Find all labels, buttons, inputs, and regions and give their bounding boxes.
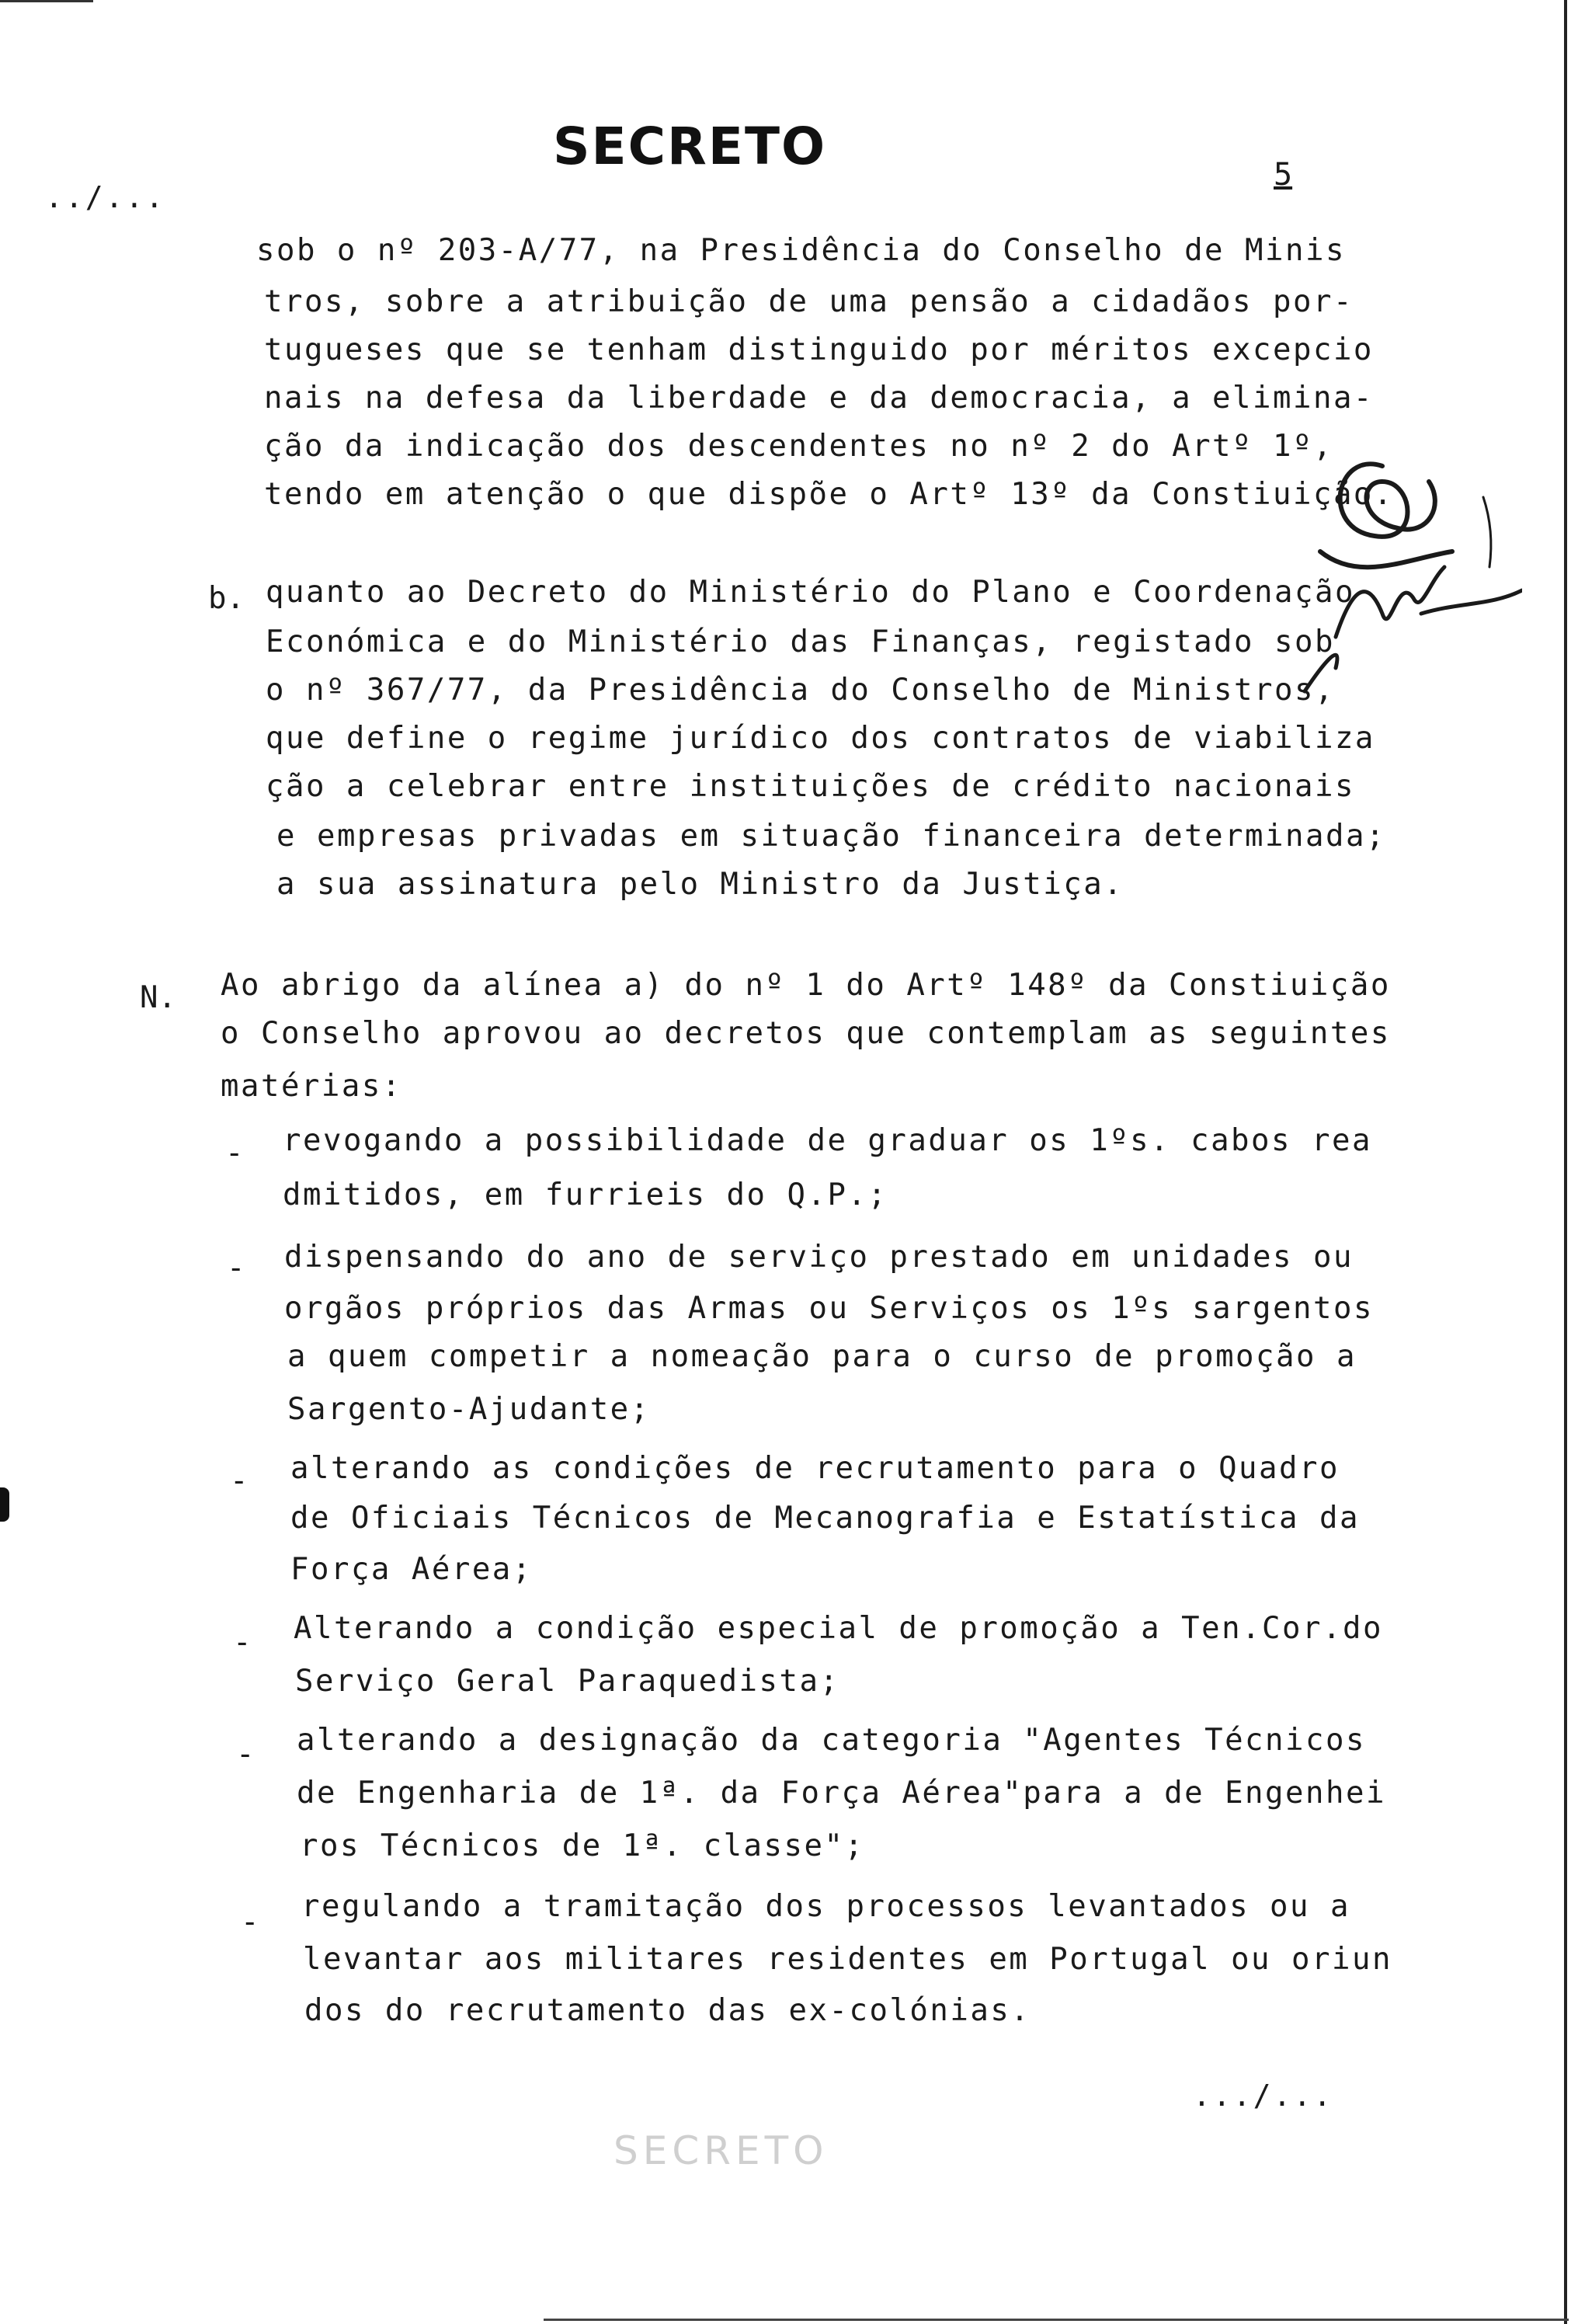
bullet-dash: - [233, 1625, 252, 1660]
text-line: dmitidos, em furrieis do Q.P.; [283, 1178, 888, 1212]
text-line: revogando a possibilidade de graduar os 1ºs. cabos rea [283, 1123, 1372, 1158]
item-b-label: b. [208, 581, 245, 616]
text-line: de Engenharia de 1ª. da Força Aérea"para a de Engenhei [297, 1776, 1386, 1811]
text-line: dos do recrutamento das ex-colónias. [304, 1993, 1031, 2028]
bullet-dash: - [227, 1251, 245, 1286]
bullet-dash: - [241, 1905, 259, 1940]
right-edge-rule [1564, 0, 1567, 2324]
text-line: regulando a tramitação dos processos levantados ou a [301, 1889, 1350, 1924]
bullet-dash: - [225, 1136, 244, 1171]
text-line: a sua assinatura pelo Ministro da Justiça. [276, 867, 1124, 902]
text-line: ção da indicação dos descendentes no nº 2 do Artº 1º, [264, 429, 1333, 464]
text-line: ros Técnicos de 1ª. classe"; [300, 1828, 865, 1863]
text-line: sob o nº 203-A/77, na Presidência do Conselho de Minis [256, 233, 1346, 268]
text-line: levantar aos militares residentes em Portugal ou oriun [303, 1942, 1392, 1977]
binding-hole-mark [0, 1487, 9, 1522]
text-line: Ao abrigo da alínea a) do nº 1 do Artº 148º da Constiuição [221, 968, 1391, 1003]
text-line: de Oficiais Técnicos de Mecanografia e Estatística da [290, 1501, 1360, 1536]
text-line: nais na defesa da liberdade e da democracia, a elimina- [264, 381, 1374, 416]
classification-heading: SECRETO [553, 117, 827, 176]
text-line: quanto ao Decreto do Ministério do Plano e Coordenação [266, 575, 1355, 610]
text-line: tros, sobre a atribuição de uma pensão a cidadãos por- [264, 284, 1354, 319]
text-line: alterando a designação da categoria "Agentes Técnicos [297, 1723, 1366, 1758]
text-line: tendo em atenção o que dispõe o Artº 13º da Constiuição. [264, 477, 1394, 512]
text-line: orgãos próprios das Armas ou Serviços os 1ºs sargentos [284, 1291, 1374, 1326]
text-line: Força Aérea; [290, 1552, 533, 1587]
continuation-marker-bottom: .../... [1193, 2079, 1334, 2113]
text-line: que define o regime jurídico dos contratos de viabiliza [266, 721, 1375, 756]
text-line: a quem competir a nomeação para o curso de promoção a [287, 1339, 1357, 1374]
text-line: Alterando a condição especial de promoção a Ten.Cor.do [294, 1611, 1383, 1646]
bullet-dash: - [230, 1463, 249, 1498]
page-number: 5 [1274, 157, 1293, 193]
text-line: o nº 367/77, da Presidência do Conselho de Ministros, [266, 673, 1335, 708]
text-line: o Conselho aprovou ao decretos que contemplam as seguintes [221, 1016, 1391, 1051]
text-line: Serviço Geral Paraquedista; [295, 1664, 840, 1699]
text-line: dispensando do ano de serviço prestado em unidades ou [284, 1240, 1354, 1275]
continuation-marker-top: ../... [45, 180, 166, 214]
footer-classification-stamp: SECRETO [613, 2128, 829, 2173]
text-line: matérias: [221, 1069, 402, 1104]
top-edge-rule [0, 0, 93, 2]
section-n-label: N. [140, 980, 176, 1015]
bottom-edge-rule [544, 2319, 1569, 2321]
bullet-dash: - [236, 1737, 255, 1772]
text-line: Económica e do Ministério das Finanças, registado sob [266, 624, 1335, 659]
text-line: e empresas privadas em situação financeira determinada; [276, 819, 1386, 854]
text-line: alterando as condições de recrutamento para o Quadro [290, 1451, 1340, 1486]
text-line: Sargento-Ajudante; [287, 1392, 651, 1427]
text-line: tugueses que se tenham distinguido por méritos excepcio [264, 332, 1374, 367]
text-line: ção a celebrar entre instituições de crédito nacionais [266, 769, 1355, 804]
